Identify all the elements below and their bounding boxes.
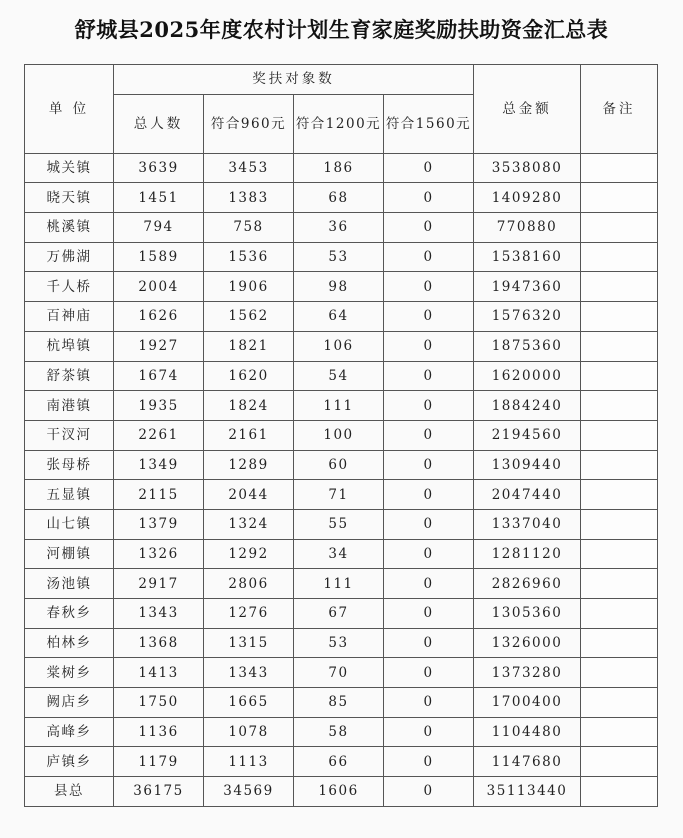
cell-qualify-960: 1315 — [204, 628, 294, 658]
cell-unit: 万佛湖 — [25, 242, 114, 272]
table-row — [25, 688, 658, 718]
cell-total-people: 3639 — [114, 153, 204, 183]
cell-qualify-1200: 85 — [294, 688, 384, 718]
cell-total-amount: 1884240 — [474, 391, 581, 421]
cell-qualify-960: 2044 — [204, 480, 294, 510]
document-title: 舒城县2025年度农村计划生育家庭奖励扶助资金汇总表 — [74, 17, 609, 42]
cell-total-people: 1136 — [114, 717, 204, 747]
cell-total-amount: 1104480 — [474, 717, 581, 747]
cell-total-amount: 770880 — [474, 213, 581, 243]
cell-unit: 山七镇 — [25, 509, 114, 539]
cell-total-amount: 1281120 — [474, 539, 581, 569]
cell-qualify-1200: 111 — [294, 391, 384, 421]
cell-remark — [581, 183, 658, 213]
cell-remark — [581, 272, 658, 302]
cell-total-people: 794 — [114, 213, 204, 243]
cell-qualify-1200: 100 — [294, 420, 384, 450]
cell-qualify-960: 3453 — [204, 153, 294, 183]
cell-remark — [581, 658, 658, 688]
cell-qualify-1560: 0 — [384, 688, 474, 718]
cell-total-people: 2115 — [114, 480, 204, 510]
cell-unit: 河棚镇 — [25, 539, 114, 569]
cell-total-amount: 35113440 — [474, 777, 581, 807]
cell-total-people: 2261 — [114, 420, 204, 450]
cell-qualify-1200: 68 — [294, 183, 384, 213]
cell-qualify-1200: 54 — [294, 361, 384, 391]
cell-qualify-1560: 0 — [384, 658, 474, 688]
cell-total-amount: 1373280 — [474, 658, 581, 688]
cell-remark — [581, 361, 658, 391]
table-row — [25, 509, 658, 539]
cell-qualify-1200: 64 — [294, 302, 384, 332]
cell-unit: 五显镇 — [25, 480, 114, 510]
table-row — [25, 569, 658, 599]
cell-unit: 南港镇 — [25, 391, 114, 421]
cell-total-people: 1935 — [114, 391, 204, 421]
cell-qualify-1200: 1606 — [294, 777, 384, 807]
cell-qualify-1560: 0 — [384, 242, 474, 272]
cell-total-people: 1589 — [114, 242, 204, 272]
cell-unit: 庐镇乡 — [25, 747, 114, 777]
cell-qualify-960: 1289 — [204, 450, 294, 480]
cell-qualify-1200: 58 — [294, 717, 384, 747]
cell-qualify-960: 1383 — [204, 183, 294, 213]
table-row — [25, 717, 658, 747]
cell-qualify-1560: 0 — [384, 183, 474, 213]
cell-total-people: 1349 — [114, 450, 204, 480]
cell-qualify-1560: 0 — [384, 213, 474, 243]
cell-qualify-1560: 0 — [384, 272, 474, 302]
table-row — [25, 272, 658, 302]
cell-remark — [581, 450, 658, 480]
cell-remark — [581, 242, 658, 272]
cell-unit: 千人桥 — [25, 272, 114, 302]
cell-total-amount: 1538160 — [474, 242, 581, 272]
cell-qualify-1200: 34 — [294, 539, 384, 569]
cell-remark — [581, 569, 658, 599]
cell-qualify-1200: 67 — [294, 599, 384, 629]
cell-qualify-960: 34569 — [204, 777, 294, 807]
cell-unit: 棠树乡 — [25, 658, 114, 688]
cell-qualify-1560: 0 — [384, 747, 474, 777]
cell-total-amount: 1700400 — [474, 688, 581, 718]
cell-total-people: 1674 — [114, 361, 204, 391]
table-row — [25, 450, 658, 480]
cell-remark — [581, 717, 658, 747]
cell-total-amount: 2826960 — [474, 569, 581, 599]
cell-remark — [581, 539, 658, 569]
cell-total-people: 1750 — [114, 688, 204, 718]
table-row — [25, 391, 658, 421]
cell-qualify-960: 1324 — [204, 509, 294, 539]
cell-unit: 杭埠镇 — [25, 331, 114, 361]
table-row — [25, 153, 658, 183]
cell-qualify-960: 1292 — [204, 539, 294, 569]
cell-unit: 汤池镇 — [25, 569, 114, 599]
table-row — [25, 658, 658, 688]
cell-qualify-960: 1343 — [204, 658, 294, 688]
cell-total-amount: 1305360 — [474, 599, 581, 629]
cell-unit: 城关镇 — [25, 153, 114, 183]
cell-unit: 干汊河 — [25, 420, 114, 450]
cell-total-amount: 1309440 — [474, 450, 581, 480]
table-row — [25, 331, 658, 361]
cell-total-people: 1413 — [114, 658, 204, 688]
cell-remark — [581, 628, 658, 658]
cell-qualify-1560: 0 — [384, 569, 474, 599]
cell-total-amount: 1947360 — [474, 272, 581, 302]
cell-qualify-1560: 0 — [384, 539, 474, 569]
cell-qualify-1200: 66 — [294, 747, 384, 777]
cell-total-people: 36175 — [114, 777, 204, 807]
cell-total-people: 2917 — [114, 569, 204, 599]
header-group-recipients: 奖扶对象数 — [114, 65, 474, 95]
cell-qualify-1560: 0 — [384, 717, 474, 747]
cell-qualify-1200: 106 — [294, 331, 384, 361]
cell-total-amount: 1576320 — [474, 302, 581, 332]
cell-remark — [581, 302, 658, 332]
cell-qualify-960: 2806 — [204, 569, 294, 599]
table-row — [25, 242, 658, 272]
cell-remark — [581, 213, 658, 243]
table-row — [25, 302, 658, 332]
table-row — [25, 213, 658, 243]
cell-qualify-1200: 70 — [294, 658, 384, 688]
cell-total-people: 1368 — [114, 628, 204, 658]
cell-remark — [581, 331, 658, 361]
cell-unit: 晓天镇 — [25, 183, 114, 213]
cell-qualify-960: 1665 — [204, 688, 294, 718]
table-row — [25, 599, 658, 629]
table-row — [25, 777, 658, 807]
header-remarks: 备注 — [581, 65, 658, 154]
cell-total-amount: 1875360 — [474, 331, 581, 361]
cell-remark — [581, 509, 658, 539]
cell-qualify-1560: 0 — [384, 420, 474, 450]
cell-qualify-1560: 0 — [384, 450, 474, 480]
cell-unit: 县总 — [25, 777, 114, 807]
header-total-amount: 总金额 — [474, 65, 581, 154]
table-row — [25, 628, 658, 658]
cell-qualify-1560: 0 — [384, 599, 474, 629]
cell-qualify-1200: 53 — [294, 628, 384, 658]
table-row — [25, 480, 658, 510]
cell-unit: 阙店乡 — [25, 688, 114, 718]
cell-remark — [581, 747, 658, 777]
cell-qualify-1200: 55 — [294, 509, 384, 539]
cell-total-people: 1626 — [114, 302, 204, 332]
cell-total-people: 1326 — [114, 539, 204, 569]
header-qualify-1200: 符合1200元 — [294, 94, 384, 153]
cell-unit: 百神庙 — [25, 302, 114, 332]
cell-total-amount: 1620000 — [474, 361, 581, 391]
cell-qualify-1560: 0 — [384, 361, 474, 391]
cell-unit: 桃溪镇 — [25, 213, 114, 243]
cell-remark — [581, 688, 658, 718]
cell-remark — [581, 599, 658, 629]
cell-qualify-960: 1536 — [204, 242, 294, 272]
header-qualify-960: 符合960元 — [204, 94, 294, 153]
cell-qualify-1560: 0 — [384, 331, 474, 361]
cell-qualify-1200: 111 — [294, 569, 384, 599]
cell-qualify-960: 2161 — [204, 420, 294, 450]
cell-total-amount: 1326000 — [474, 628, 581, 658]
cell-total-people: 1379 — [114, 509, 204, 539]
cell-qualify-960: 1562 — [204, 302, 294, 332]
header-qualify-1560: 符合1560元 — [384, 94, 474, 153]
cell-total-people: 1343 — [114, 599, 204, 629]
cell-qualify-1200: 53 — [294, 242, 384, 272]
cell-total-people: 1179 — [114, 747, 204, 777]
cell-total-people: 1927 — [114, 331, 204, 361]
header-total-people: 总人数 — [114, 94, 204, 153]
cell-qualify-1560: 0 — [384, 391, 474, 421]
cell-qualify-1560: 0 — [384, 628, 474, 658]
cell-total-amount: 1147680 — [474, 747, 581, 777]
cell-qualify-960: 1824 — [204, 391, 294, 421]
cell-qualify-1560: 0 — [384, 777, 474, 807]
cell-remark — [581, 420, 658, 450]
summary-table — [24, 64, 658, 807]
cell-qualify-1560: 0 — [384, 509, 474, 539]
cell-total-amount: 3538080 — [474, 153, 581, 183]
table-row — [25, 420, 658, 450]
cell-qualify-960: 1906 — [204, 272, 294, 302]
table-row — [25, 539, 658, 569]
cell-unit: 张母桥 — [25, 450, 114, 480]
cell-qualify-960: 1113 — [204, 747, 294, 777]
cell-unit: 春秋乡 — [25, 599, 114, 629]
cell-unit: 舒茶镇 — [25, 361, 114, 391]
cell-remark — [581, 777, 658, 807]
cell-qualify-1560: 0 — [384, 480, 474, 510]
cell-total-people: 2004 — [114, 272, 204, 302]
header-unit: 单 位 — [25, 65, 114, 154]
cell-qualify-960: 758 — [204, 213, 294, 243]
cell-total-amount: 1409280 — [474, 183, 581, 213]
cell-qualify-1200: 60 — [294, 450, 384, 480]
cell-qualify-1560: 0 — [384, 302, 474, 332]
table-row — [25, 747, 658, 777]
cell-total-amount: 2194560 — [474, 420, 581, 450]
cell-remark — [581, 391, 658, 421]
table-body — [25, 65, 658, 807]
cell-total-amount: 1337040 — [474, 509, 581, 539]
cell-total-people: 1451 — [114, 183, 204, 213]
table-row — [25, 183, 658, 213]
header-row-1 — [25, 65, 658, 95]
cell-qualify-960: 1620 — [204, 361, 294, 391]
cell-qualify-1200: 186 — [294, 153, 384, 183]
cell-qualify-960: 1821 — [204, 331, 294, 361]
cell-unit: 柏林乡 — [25, 628, 114, 658]
cell-qualify-960: 1276 — [204, 599, 294, 629]
table-row — [25, 361, 658, 391]
cell-remark — [581, 153, 658, 183]
cell-qualify-1200: 98 — [294, 272, 384, 302]
cell-remark — [581, 480, 658, 510]
cell-qualify-1200: 71 — [294, 480, 384, 510]
cell-unit: 高峰乡 — [25, 717, 114, 747]
cell-qualify-1200: 36 — [294, 213, 384, 243]
cell-qualify-1560: 0 — [384, 153, 474, 183]
cell-qualify-960: 1078 — [204, 717, 294, 747]
cell-total-amount: 2047440 — [474, 480, 581, 510]
